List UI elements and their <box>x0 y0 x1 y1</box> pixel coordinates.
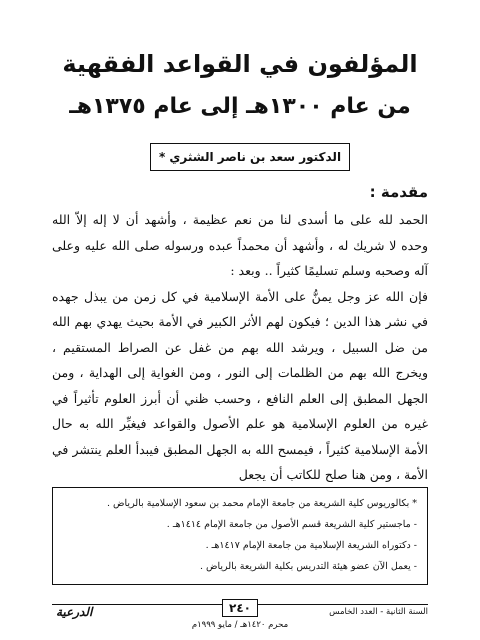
issue-info: السنة الثانية - العدد الخامس <box>329 607 428 617</box>
footnote-item: - ماجستير كلية الشريعة قسم الأصول من جامعة الإمام ١٤١٤هـ . <box>166 519 417 530</box>
article-subtitle: من عام ١٣٠٠هـ إلى عام ١٣٧٥هـ <box>69 94 411 119</box>
author-box <box>150 143 350 171</box>
footnote-box <box>52 487 428 585</box>
paragraph: الحمد لله على ما أسدى لنا من نعم عظيمة ، وأشهد أن لا إله إلاّ الله وحده لا شريك له ، وأشهد أن محمداً عبده ورسوله صلى الله عليه وعلى آله وصحبه وسلم تسليمًا كثيراً .. وبعد : <box>52 212 428 278</box>
article-body <box>52 207 428 488</box>
footnote-item: - يعمل الآن عضو هيئة التدريس بكلية الشريعة بالرياض . <box>199 561 417 572</box>
page-number: ٢٤٠ <box>222 599 258 617</box>
footnote-list <box>63 493 417 577</box>
paragraph: فإن الله عز وجل يمنُّ على الأمة الإسلامية في كل زمن من يبذل جهده في نشر هذا الدين ؛ فيكون لهم الأثر الكبير في الأمة بحيث يهدي بهم الله من ضل السبيل ، ويرشد الله بهم من غفل عن الصراط المستقيم ، ويخرج الله بهم من الظلمات إلى النور ، ومن الغواية إلى الهداية ، ومن الجهل المطبق إلى العلم النافع ، وحسب ظني أن أبرز العلوم تأثيراً في غيره من العلوم الإسلامية هو علم الأصول والقواعد فيغيِّر الله به حال الأمة الإسلامية كثيراً ، فيمسح الله به الجهل المطبق فيبدأ العلم ينتشر في الأمة ، ومن هنا صلح للكاتب أن يجعل <box>52 288 428 482</box>
footnote-item: - دكتوراه الشريعة الإسلامية من جامعة الإمام ١٤١٧هـ . <box>205 540 417 551</box>
author-name: الدكتور سعد بن ناصر الشثري * <box>158 150 342 164</box>
journal-logo: الدرعية <box>56 605 93 619</box>
issue-date: محرم ١٤٢٠هـ / مايو ١٩٩٩م <box>191 620 289 630</box>
article-title: المؤلفون في القواعد الفقهية <box>62 50 418 78</box>
section-heading: مقدمة : <box>369 183 428 201</box>
footnote-item: * بكالوريوس كلية الشريعة من جامعة الإمام محمد بن سعود الإسلامية بالرياض . <box>107 498 417 509</box>
